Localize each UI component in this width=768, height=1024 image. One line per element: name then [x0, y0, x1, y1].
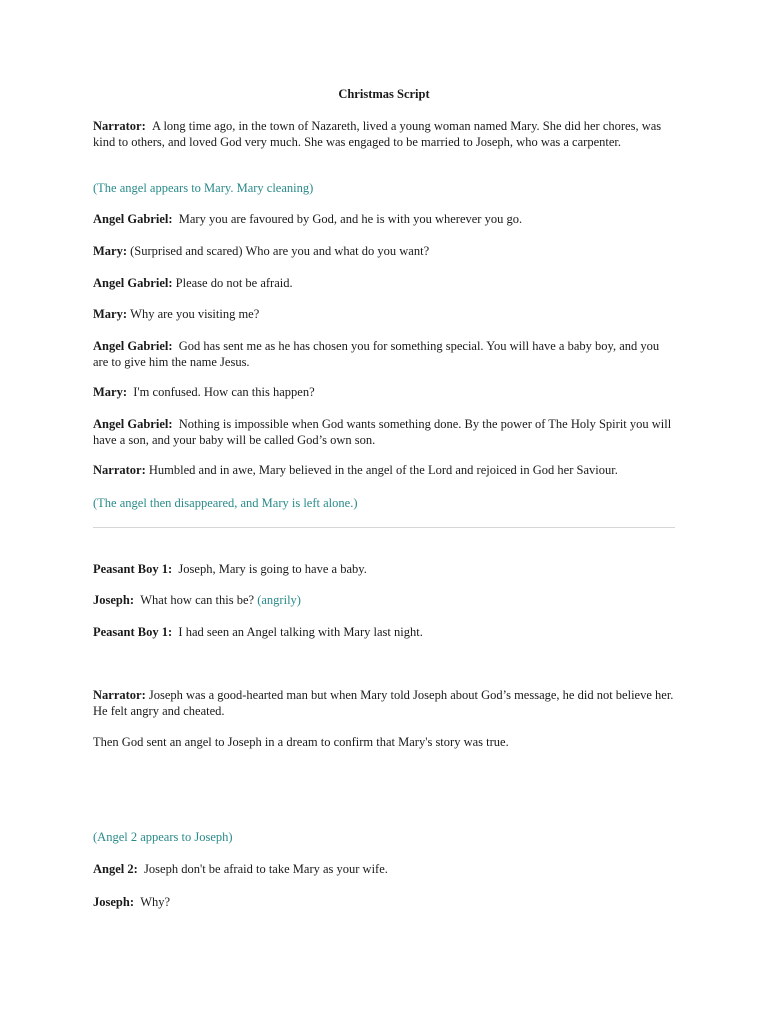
- stage-direction: (angrily): [257, 593, 301, 607]
- line-text: Mary you are favoured by God, and he is with you wherever you go.: [178, 212, 523, 226]
- script-line: Then God sent an angel to Joseph in a dream to confirm that Mary's story was true.: [93, 735, 509, 749]
- speaker-name: Angel Gabriel:: [93, 417, 173, 431]
- line-text: (Surprised and scared) Who are you and what do you want?: [130, 244, 430, 258]
- script-line: [93, 895, 675, 911]
- speaker-name: Angel 2:: [93, 862, 138, 876]
- speaker-name: Narrator:: [93, 688, 146, 702]
- line-text: A long time ago, in the town of Nazareth, lived a young woman named Mary. She did her chores, was kind to others, and loved God very much. She was engaged to be married to Joseph, who was a carpenter.: [93, 119, 662, 149]
- speaker-name: Mary:: [93, 244, 128, 258]
- speaker-name: Narrator:: [93, 119, 146, 133]
- speaker-name: Joseph:: [93, 895, 134, 909]
- script-line: [93, 688, 675, 719]
- line-text: Humbled and in awe, Mary believed in the angel of the Lord and rejoiced in God her Saviour.: [148, 463, 618, 477]
- line-text: God has sent me as he has chosen you for something special. You will have a baby boy, and you are to give him the name Jesus.: [93, 339, 660, 369]
- speaker-name: Angel Gabriel:: [93, 276, 173, 290]
- script-line: [93, 562, 675, 578]
- stage-direction: (Angel 2 appears to Joseph): [93, 830, 233, 844]
- line-text: What how can this be?: [140, 593, 255, 607]
- line-text: Why are you visiting me?: [130, 307, 260, 321]
- line-text: I had seen an Angel talking with Mary last night.: [178, 625, 423, 639]
- script-line: [93, 593, 675, 609]
- script-line: [93, 339, 675, 370]
- line-text: Nothing is impossible when God wants something done. By the power of The Holy Spirit you will have a son, and your baby will be called God’s own son.: [93, 417, 672, 447]
- speaker-name: Angel Gabriel:: [93, 339, 173, 353]
- speaker-name: Peasant Boy 1:: [93, 562, 173, 576]
- script-line: [93, 276, 675, 292]
- speaker-name: Mary:: [93, 385, 128, 399]
- line-text: Please do not be afraid.: [175, 276, 293, 290]
- speaker-name: Narrator:: [93, 463, 146, 477]
- line-text: I'm confused. How can this happen?: [133, 385, 315, 399]
- script-line: [93, 463, 675, 479]
- script-line: [93, 307, 675, 323]
- stage-direction: (The angel appears to Mary. Mary cleaning): [93, 181, 314, 195]
- script-line: [93, 862, 675, 878]
- speaker-name: Peasant Boy 1:: [93, 625, 173, 639]
- line-text: Joseph don't be afraid to take Mary as your wife.: [144, 862, 388, 876]
- line-text: Joseph, Mary is going to have a baby.: [178, 562, 367, 576]
- line-text: Joseph was a good-hearted man but when Mary told Joseph about God’s message, he did not believe her. He felt angry and cheated.: [93, 688, 674, 718]
- script-line: [93, 625, 675, 641]
- script-line: [93, 212, 675, 228]
- stage-direction: (The angel then disappeared, and Mary is left alone.): [93, 496, 358, 510]
- speaker-name: Mary:: [93, 307, 128, 321]
- line-text: Why?: [140, 895, 171, 909]
- script-line: [93, 417, 675, 448]
- speaker-name: Joseph:: [93, 593, 134, 607]
- script-line: [93, 385, 675, 401]
- document-title: Christmas Script: [338, 87, 430, 101]
- script-line: [93, 119, 675, 150]
- script-line: [93, 244, 675, 260]
- speaker-name: Angel Gabriel:: [93, 212, 173, 226]
- section-divider: [93, 527, 675, 528]
